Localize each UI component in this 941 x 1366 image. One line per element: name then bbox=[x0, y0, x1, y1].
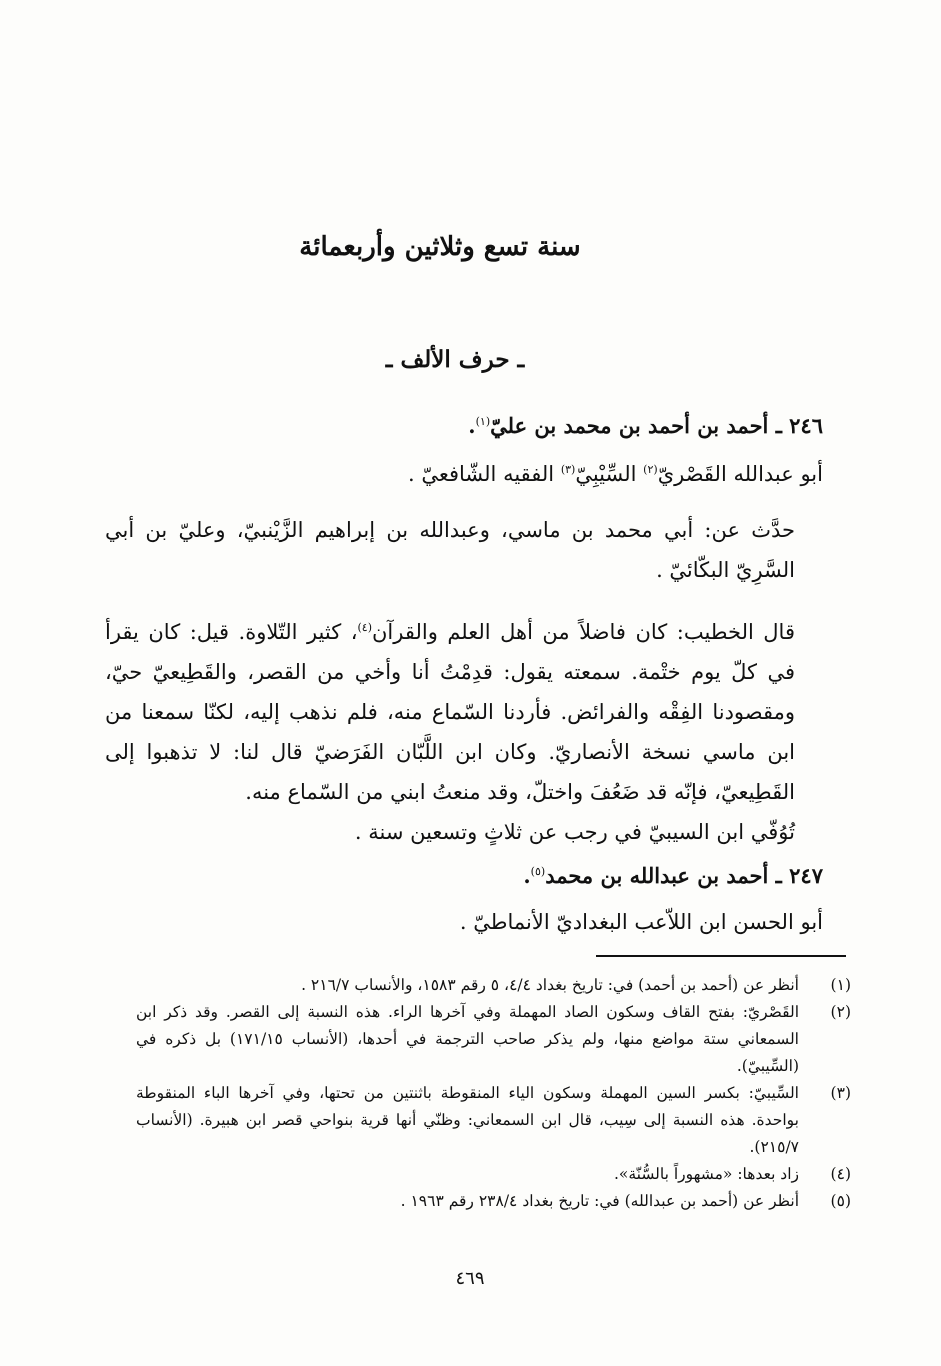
footnote-text: زاد بعدها: «مشهوراً بالسُّنّة». bbox=[613, 1165, 799, 1183]
footnote bbox=[136, 1161, 851, 1188]
entry-246-heading-end: . bbox=[468, 413, 476, 438]
footnote-separator bbox=[596, 955, 846, 957]
section-title: ـ حرف الألف ـ bbox=[385, 346, 525, 373]
year-title: سنة تسع وثلاثين وأربعمائة bbox=[299, 232, 581, 262]
entry-246-kunya-part-a: أبو عبدالله القَصْريّ bbox=[657, 462, 823, 486]
footnote-text: القَصْريّ: بفتح القاف وسكون الصاد المهملة وفي آخرها الراء. هذه النسبة إلى القصر. وقد ذكر ابن السمعاني ستة مواضع منها، ولم يذكر صاحب الترجمة في أحدها، (الأنساب ١٧١/١٥) بل ذكره في (السِّيبيّ). bbox=[136, 1003, 799, 1075]
footnote bbox=[136, 1188, 851, 1215]
footnote-number: (١) bbox=[830, 976, 851, 994]
footnote-ref-3: (٣) bbox=[560, 463, 576, 476]
entry-247-heading bbox=[133, 852, 823, 896]
footnote-ref-1: (١) bbox=[475, 415, 491, 428]
footnote-ref-4: (٤) bbox=[357, 621, 372, 634]
entry-246-kunya-part-b: السِّيْبِيّ bbox=[575, 462, 644, 486]
paragraph-hadath: حدَّث عن: أبي محمد بن ماسي، وعبدالله بن إبراهيم الزَّيْنبيّ، وعليّ بن أبي السَّرِيّ البكّائيّ . bbox=[105, 518, 795, 582]
paragraph-khatib-part-b: ، كثير التّلاوة. قيل: كان يقرأ في كلّ يوم ختْمة. سمعته يقول: قدِمْتُ أنا وأخي من القصر، والقَطِيعيّ حيّ، ومقصودنا الفِقْه والفرائض. فأردنا السّماع منه، فلم نذهب إليه، لكنّا سمعنا من ابن ماسي نسخة الأنصاريّ. وكان ابن اللَّبّان الفَرَضيّ قال لنا: لا تذهبوا إلى القَطِيعيّ، فإنّه قد ضَعُفَ واختلّ، وقد منعتُ ابني من السّماع منه. bbox=[105, 620, 795, 804]
entry-246-heading bbox=[133, 402, 823, 446]
page-number: ٤٦٩ bbox=[455, 1268, 485, 1289]
footnote-number: (٤) bbox=[830, 1165, 851, 1183]
entry-246-heading-text: ٢٤٦ ـ أحمد بن أحمد بن محمد بن عليّ bbox=[490, 413, 823, 438]
entry-247-kunya: أبو الحسن ابن اللاّعب البغداديّ الأنماطيّ . bbox=[459, 910, 823, 934]
footnote-number: (٢) bbox=[830, 1003, 851, 1021]
footnote bbox=[136, 1080, 851, 1161]
paragraph-khatib-part-a: قال الخطيب: كان فاضلاً من أهل العلم والقرآن bbox=[372, 620, 795, 644]
entry-247-heading-text: ٢٤٧ ـ أحمد بن عبدالله بن محمد bbox=[545, 863, 823, 888]
footnote-text: أنظر عن (أحمد بن أحمد) في: تاريخ بغداد ٤/٤، ٥ رقم ١٥٨٣، والأنساب ٢١٦/٧ . bbox=[301, 976, 799, 994]
footnote-number: (٣) bbox=[830, 1084, 851, 1102]
footnote-ref-2: (٢) bbox=[643, 463, 658, 476]
entry-246-kunya bbox=[133, 450, 823, 494]
entry-247-heading-end: . bbox=[523, 863, 531, 888]
footnote-ref-5: (٥) bbox=[530, 865, 546, 878]
footnote bbox=[136, 972, 851, 999]
paragraph-khatib bbox=[105, 608, 823, 852]
paragraph-death: تُوُفّي ابن السيبيّ في رجب عن ثلاثٍ وتسعين سنة . bbox=[354, 820, 795, 844]
entry-246-kunya-part-c: الفقيه الشّافعيّ . bbox=[408, 462, 561, 486]
footnote bbox=[136, 999, 851, 1080]
footnote-text: أنظر عن (أحمد بن عبدالله) في: تاريخ بغداد ٢٣٨/٤ رقم ١٩٦٣ . bbox=[400, 1192, 799, 1210]
footnotes bbox=[136, 972, 851, 1215]
footnote-number: (٥) bbox=[830, 1192, 851, 1210]
footnote-text: السِّيبيّ: بكسر السين المهملة وسكون الياء المنقوطة باثنتين من تحتها، وفي آخرها الباء المنقوطة بواحدة. هذه النسبة إلى سِيب، قال ابن السمعاني: وظنّي أنها قرية بنواحي قصر ابن هبيرة. (الأنساب ٢١٥/٧). bbox=[136, 1084, 799, 1156]
